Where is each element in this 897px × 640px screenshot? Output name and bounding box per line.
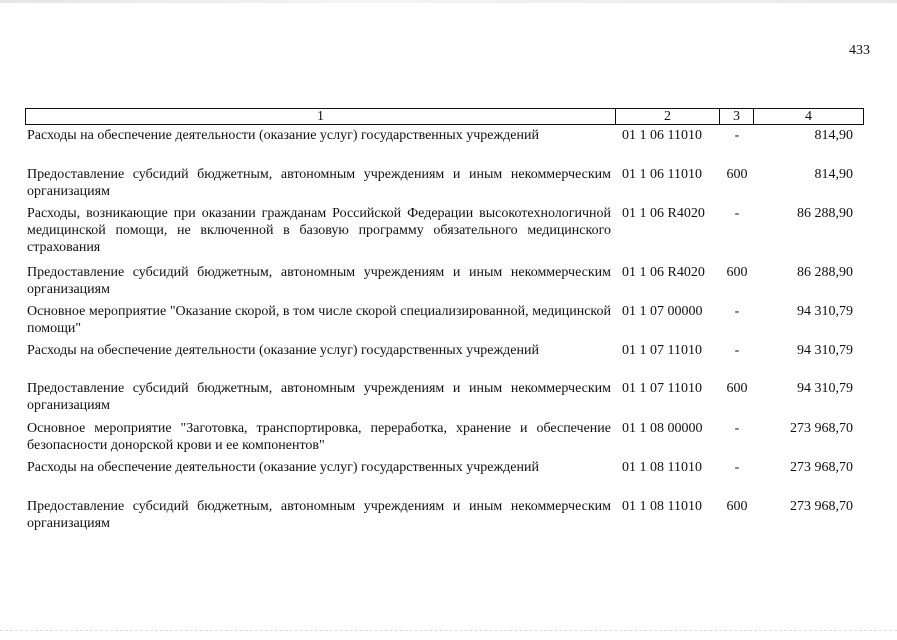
- header-col-4: 4: [805, 109, 812, 124]
- row-code: 01 1 08 00000: [622, 421, 703, 436]
- row-amount: 94 310,79: [797, 381, 853, 396]
- row-expense-type: 600: [726, 167, 748, 182]
- row-expense-type: -: [734, 304, 740, 319]
- row-amount: 273 968,70: [790, 421, 853, 436]
- row-description: Расходы, возникающие при оказании гражданам Российской Федерации высокотехнологичной медицинской помощи, не включенной в базовую программу обязательного медицинского страхования: [27, 206, 611, 255]
- row-code: 01 1 08 11010: [622, 499, 702, 514]
- scan-edge-top: [0, 0, 897, 3]
- row-code: 01 1 07 11010: [622, 381, 702, 396]
- row-description: Основное мероприятие "Оказание скорой, в том числе скорой специализированной, медицинской помощи": [27, 304, 611, 336]
- header-col-3: 3: [720, 109, 754, 124]
- row-description: Расходы на обеспечение деятельности (оказание услуг) государственных учреждений: [27, 343, 539, 358]
- row-code: 01 1 06 R4020: [622, 265, 705, 280]
- table-header-row: [25, 108, 864, 125]
- row-expense-type: -: [734, 421, 740, 436]
- page-number: 433: [849, 43, 870, 58]
- scan-edge-bottom: [0, 630, 897, 632]
- row-description: Предоставление субсидий бюджетным, автономным учреждениям и иным некоммерческим организациям: [27, 167, 611, 199]
- row-expense-type: -: [734, 460, 740, 475]
- row-expense-type: 600: [726, 381, 748, 396]
- row-expense-type: -: [734, 128, 740, 143]
- row-code: 01 1 08 11010: [622, 460, 702, 475]
- row-code: 01 1 06 11010: [622, 128, 702, 143]
- row-description: Предоставление субсидий бюджетным, автономным учреждениям и иным некоммерческим организациям: [27, 381, 611, 413]
- row-amount: 814,90: [814, 167, 853, 182]
- row-description: Расходы на обеспечение деятельности (оказание услуг) государственных учреждений: [27, 460, 539, 475]
- row-expense-type: -: [734, 343, 740, 358]
- row-amount: 273 968,70: [790, 499, 853, 514]
- row-description: Предоставление субсидий бюджетным, автономным учреждениям и иным некоммерческим организациям: [27, 499, 611, 531]
- header-col-1: 1: [26, 109, 616, 124]
- row-expense-type: 600: [726, 265, 748, 280]
- row-amount: 814,90: [814, 128, 853, 143]
- row-amount: 273 968,70: [790, 460, 853, 475]
- row-code: 01 1 07 11010: [622, 343, 702, 358]
- row-description: Расходы на обеспечение деятельности (оказание услуг) государственных учреждений: [27, 128, 539, 143]
- row-expense-type: 600: [726, 499, 748, 514]
- header-col-2: 2: [616, 109, 720, 124]
- row-code: 01 1 07 00000: [622, 304, 703, 319]
- row-amount: 86 288,90: [797, 206, 853, 221]
- row-amount: 94 310,79: [797, 343, 853, 358]
- row-amount: 94 310,79: [797, 304, 853, 319]
- row-code: 01 1 06 R4020: [622, 206, 705, 221]
- row-description: Предоставление субсидий бюджетным, автономным учреждениям и иным некоммерческим организациям: [27, 265, 611, 297]
- row-expense-type: -: [734, 206, 740, 221]
- row-code: 01 1 06 11010: [622, 167, 702, 182]
- row-amount: 86 288,90: [797, 265, 853, 280]
- row-description: Основное мероприятие "Заготовка, транспортировка, переработка, хранение и обеспечение безопасности донорской крови и ее компонентов": [27, 421, 611, 453]
